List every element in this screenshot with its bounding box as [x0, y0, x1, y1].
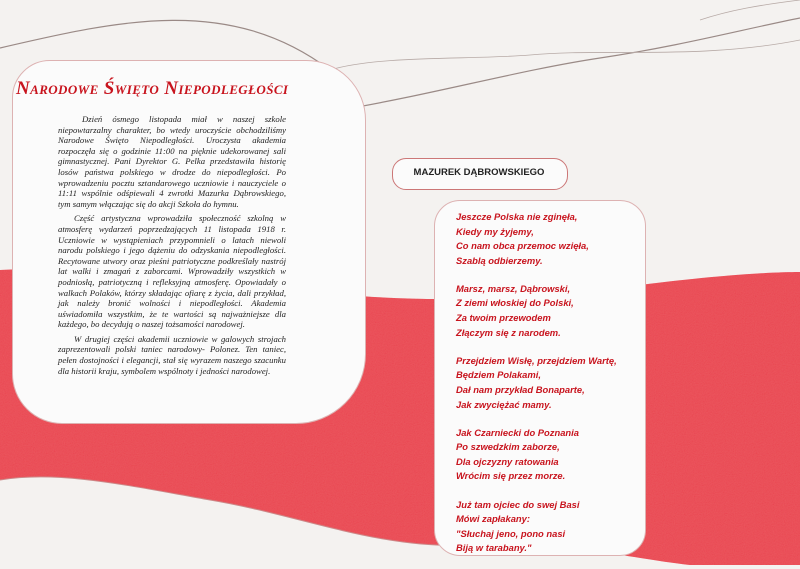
poem-stanza	[456, 498, 646, 556]
poem-stanza	[456, 426, 646, 484]
poem-stanza	[456, 210, 646, 268]
poem-line: Co nam obca przemoc wzięła,	[456, 240, 589, 252]
poem-line: "Słuchaj jeno, pono nasi	[456, 527, 566, 539]
poem-line: Jak zwyciężać mamy.	[456, 398, 552, 410]
article-title: Narodowe Święto Niepodległości	[16, 78, 289, 99]
article-body	[58, 114, 286, 380]
poem-line: Będziem Polakami,	[456, 369, 541, 381]
poem-line: Szablą odbierzemy.	[456, 254, 543, 266]
poem-text	[456, 210, 646, 569]
poem-line: Złączym się z narodem.	[456, 326, 561, 338]
poem-line: Za twoim przewodem	[456, 312, 551, 324]
poem-line: Z ziemi włoskiej do Polski,	[456, 297, 574, 309]
poem-line: Przejdziem Wisłę, przejdziem Wartę,	[456, 354, 617, 366]
poem-line: Dał nam przykład Bonaparte,	[456, 383, 585, 395]
poem-line: Jak Czarniecki do Poznania	[456, 426, 579, 438]
poem-line: Dla ojczyzny ratowania	[456, 455, 559, 467]
article-paragraph: Część artystyczna wprowadziła społeczność szkolną w atmosferę wydarzeń poprzedzających 11 listopada 1918 r. Uczniowie w wystąpieniach przypomnieli o latach niewoli narodu polskiego i jego dążeniu do odzyskania niepodległości. Recytowane utwory oraz pieśni patriotyczne podkreślały nastrój lat walki i zmagań z zaborcami. Wprowadziły wszystkich w podniosłą, patriotyczną i refleksyjną atmosferę. Opowiadały o walkach Polaków, którzy składając ofiarę z życia, dali przykład, jak należy bronić wolności i niepodległości. Akademia uświadomiła wszystkim, że te wartości są najważniejsze dla każdego, bo decydują o naszej tożsamości narodowej.	[58, 213, 286, 330]
article-paragraph: Dzień ósmego listopada miał w naszej szkole niepowtarzalny charakter, bo wtedy uroczyście obchodziliśmy Narodowe Święto Niepodległości. Uroczysta akademia rozpoczęła się o godzinie 11:00 na pięknie udekorowanej sali gimnastycznej. Pani Dyrektor G. Pelka przedstawiła historię losów państwa polskiego w drodze do niepodległości. Po wprowadzeniu pocztu sztandarowego uczniowie i nauczyciele o 11:11 wspólnie odśpiewali 4 zwrotki Mazurka Dąbrowskiego, tym samym włączając się do akcji Szkoła do hymnu.	[58, 114, 286, 209]
poem-line: Kiedy my żyjemy,	[456, 225, 534, 237]
article-paragraph: W drugiej części akademii uczniowie w galowych strojach zaprezentowali polski taniec narodowy- Polonez. Ten taniec, pełen dostojności i elegancji, stał się wyrazem naszego szacunku dla historii kraju, symbolem wspólnoty i jedności narodowej.	[58, 333, 286, 376]
poem-line: Wrócim się przez morze.	[456, 470, 566, 482]
poem-line: Już tam ojciec do swej Basi	[456, 498, 580, 510]
poem-line: Marsz, marsz, Dąbrowski,	[456, 282, 571, 294]
poem-title: MAZUREK DĄBROWSKIEGO	[413, 167, 545, 178]
poem-line: Mówi zapłakany:	[456, 513, 530, 525]
poem-stanza	[456, 282, 646, 340]
poem-line: Biją w tarabany."	[456, 542, 532, 554]
poem-stanza	[456, 354, 646, 412]
poem-line: Jeszcze Polska nie zginęła,	[456, 211, 578, 222]
poem-line: Po szwedzkim zaborze,	[456, 441, 560, 453]
